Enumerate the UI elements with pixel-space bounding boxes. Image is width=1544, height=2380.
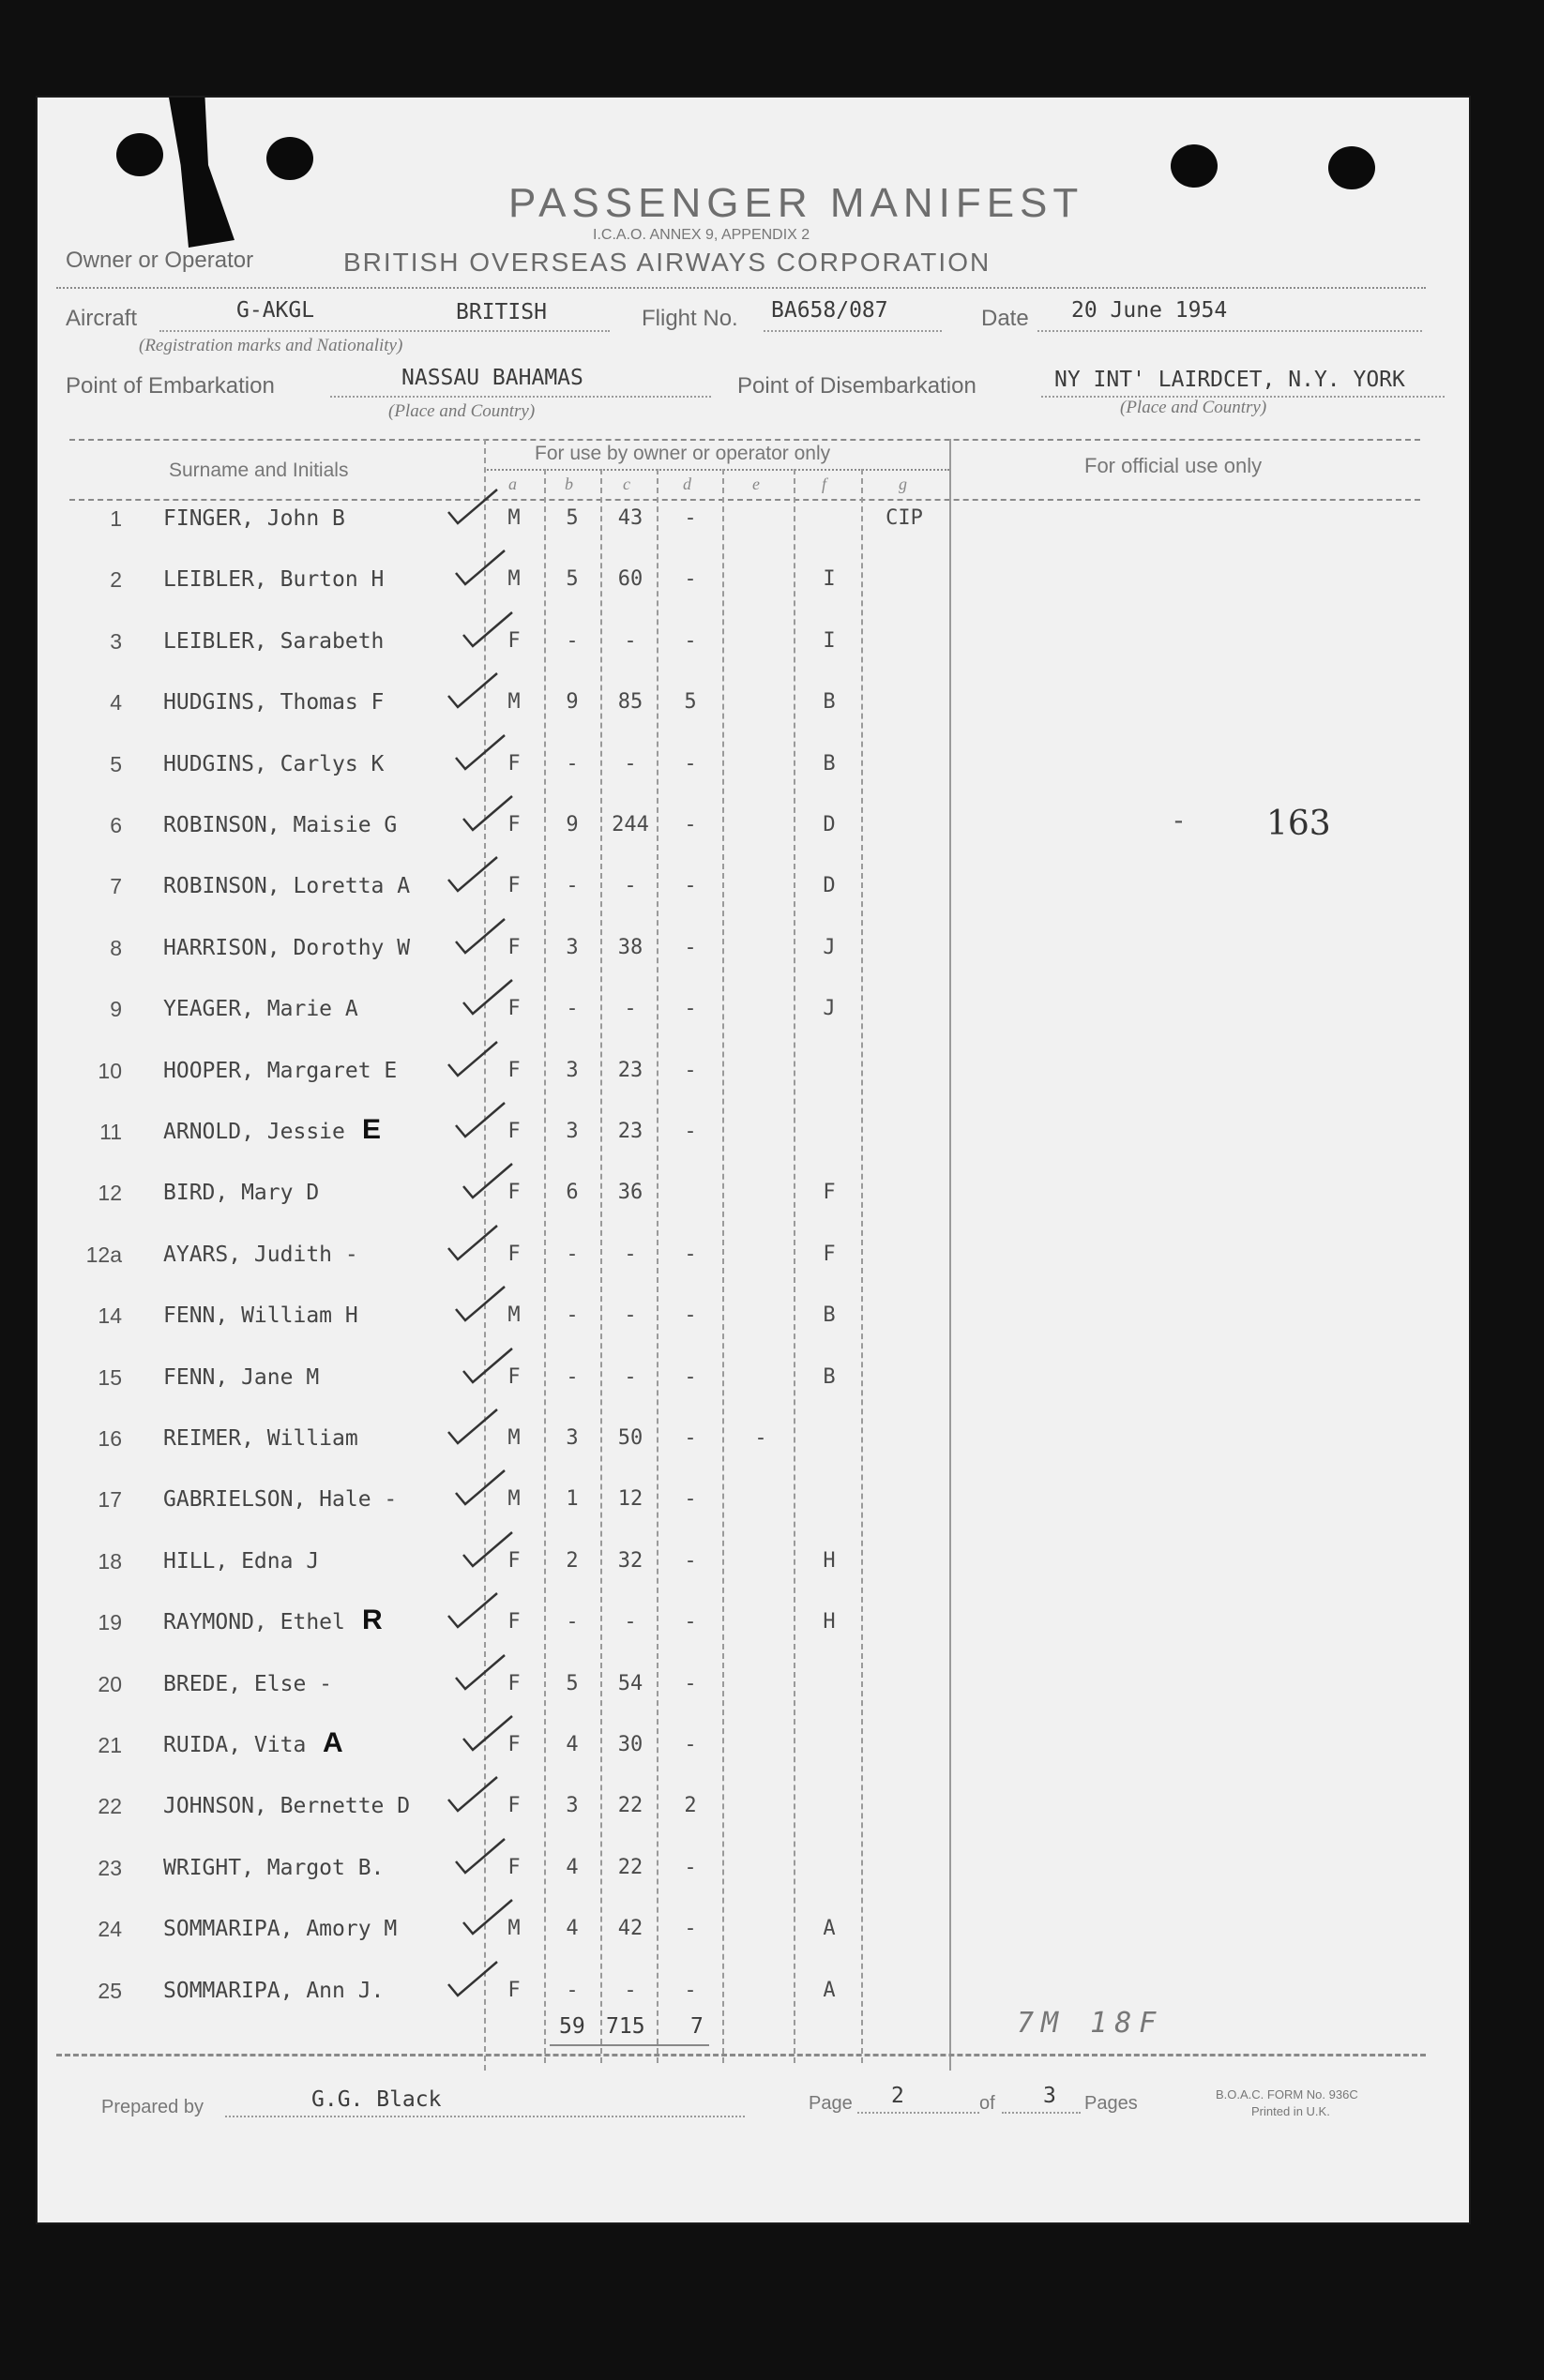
cell-b: - <box>566 1303 579 1327</box>
cell-b: 4 <box>566 1733 579 1756</box>
row-number: 2 <box>110 567 122 592</box>
cell-b: - <box>566 1979 579 2002</box>
cell-b: 3 <box>566 1426 579 1450</box>
header-bottom-line <box>69 499 1420 501</box>
page-title: PASSENGER MANIFEST <box>508 180 1084 226</box>
of-line <box>1002 2112 1081 2114</box>
cell-c: 36 <box>617 1181 643 1204</box>
col-header-surname: Surname and Initials <box>169 459 349 481</box>
col-header-owner-use: For use by owner or operator only <box>535 443 831 464</box>
subcolumn-header-c: c <box>623 474 630 493</box>
cell-c: 23 <box>617 1059 643 1082</box>
cell-b: - <box>566 1610 579 1634</box>
cell-b: 2 <box>566 1549 579 1573</box>
cell-b: 3 <box>566 936 579 959</box>
passenger-name: REIMER, William <box>163 1426 358 1451</box>
cell-d: - <box>684 567 697 591</box>
passenger-name: SOMMARIPA, Ann J. <box>163 1979 385 2003</box>
cell-a: F <box>507 1672 521 1695</box>
cell-c: 54 <box>617 1672 643 1695</box>
row-number: 25 <box>98 1979 122 2003</box>
passenger-name: RUIDA, Vita <box>163 1733 307 1757</box>
cell-f: H <box>823 1549 836 1573</box>
passenger-name: BREDE, Else - <box>163 1672 333 1696</box>
aircraft-registration: G-AKGL <box>236 298 315 323</box>
cell-d: - <box>684 1917 697 1940</box>
passenger-name: ARNOLD, Jessie <box>163 1120 345 1144</box>
prepared-by: G.G. Black <box>311 2087 442 2112</box>
form-number: B.O.A.C. FORM No. 936C <box>1216 2087 1358 2101</box>
passenger-name: FENN, Jane M <box>163 1365 320 1390</box>
cell-d: - <box>684 1243 697 1266</box>
row-number: 5 <box>110 752 122 776</box>
punch-hole <box>1171 144 1218 188</box>
row-number: 23 <box>98 1856 122 1880</box>
column-divider <box>861 469 863 2063</box>
row-number: 16 <box>98 1426 122 1451</box>
cell-b: 5 <box>566 567 579 591</box>
cell-d: - <box>684 1426 697 1450</box>
column-divider <box>949 439 951 2071</box>
handwritten-initial: A <box>323 1727 343 1758</box>
cell-a: F <box>507 997 521 1020</box>
cell-a: M <box>507 1426 521 1450</box>
cell-c: 30 <box>617 1733 643 1756</box>
owner-label: Owner or Operator <box>66 248 254 273</box>
subcolumn-header-f: f <box>822 474 827 493</box>
page-total: 3 <box>1043 2084 1056 2108</box>
cell-d: - <box>684 1856 697 1879</box>
cell-a: M <box>507 506 521 530</box>
cell-a: M <box>507 1487 521 1511</box>
official-dash: - <box>1171 805 1187 836</box>
passenger-name: WRIGHT, Margot B. <box>163 1856 385 1880</box>
cell-c: 22 <box>617 1794 643 1817</box>
prepared-label: Prepared by <box>101 2097 204 2117</box>
cell-c: - <box>624 752 637 776</box>
passenger-name: LEIBLER, Burton H <box>163 567 385 592</box>
cell-a: F <box>507 936 521 959</box>
passenger-name: HOOPER, Margaret E <box>163 1059 398 1083</box>
cell-d: - <box>684 1733 697 1756</box>
cell-c: 43 <box>617 506 643 530</box>
cell-b: 1 <box>566 1487 579 1511</box>
cell-f: D <box>823 813 836 836</box>
cell-b: 4 <box>566 1917 579 1940</box>
cell-f: F <box>823 1243 836 1266</box>
cell-a: M <box>507 690 521 714</box>
cell-c: - <box>624 1979 637 2002</box>
subcolumn-header-e: e <box>752 474 760 493</box>
cell-c: 38 <box>617 936 643 959</box>
subcolumn-header-g: g <box>899 474 907 493</box>
total-c: 715 <box>606 2014 645 2039</box>
embarkation-line <box>330 396 711 398</box>
cell-a: F <box>507 752 521 776</box>
row-number: 18 <box>98 1549 122 1574</box>
table-bottom-border <box>56 2054 1426 2056</box>
cell-a: F <box>507 1181 521 1204</box>
passenger-name: HUDGINS, Thomas F <box>163 690 385 715</box>
date-line <box>1037 330 1422 332</box>
passenger-name: ROBINSON, Maisie G <box>163 813 398 837</box>
subcolumn-header-d: d <box>683 474 691 493</box>
aircraft-label: Aircraft <box>66 306 138 331</box>
col-header-official: For official use only <box>1084 454 1263 477</box>
cell-a: F <box>507 1243 521 1266</box>
total-b: 59 <box>559 2014 585 2039</box>
registration-note: (Registration marks and Nationality) <box>139 336 403 355</box>
handwritten-initial: E <box>362 1114 382 1145</box>
cell-c: 12 <box>617 1487 643 1511</box>
passenger-name: GABRIELSON, Hale - <box>163 1487 398 1512</box>
cell-d: - <box>684 1549 697 1573</box>
cell-f: F <box>823 1181 836 1204</box>
passenger-name: YEAGER, Marie A <box>163 997 358 1021</box>
cell-d: 5 <box>684 690 697 714</box>
cell-c: - <box>624 629 637 653</box>
cell-f: I <box>823 629 836 653</box>
cell-f: A <box>823 1917 836 1940</box>
embarkation-note: (Place and Country) <box>388 401 536 421</box>
cell-a: F <box>507 1610 521 1634</box>
cell-c: - <box>624 1610 637 1634</box>
cell-a: M <box>507 1303 521 1327</box>
cell-f: H <box>823 1610 836 1634</box>
cell-d: - <box>684 1303 697 1327</box>
cell-f: I <box>823 567 836 591</box>
cell-a: F <box>507 1733 521 1756</box>
cell-d: - <box>684 813 697 836</box>
row-number: 9 <box>110 997 122 1021</box>
cell-b: - <box>566 874 579 897</box>
cell-c: - <box>624 997 637 1020</box>
cell-d: - <box>684 936 697 959</box>
cell-d: - <box>684 629 697 653</box>
table-top-border <box>69 439 1420 441</box>
passenger-name: HARRISON, Dorothy W <box>163 936 411 960</box>
row-number: 20 <box>98 1672 122 1696</box>
cell-d: - <box>684 1365 697 1389</box>
row-number: 21 <box>98 1733 122 1757</box>
cell-f: A <box>823 1979 836 2002</box>
cell-e: - <box>754 1426 767 1450</box>
embarkation-label: Point of Embarkation <box>66 373 275 399</box>
printed-note: Printed in U.K. <box>1251 2104 1330 2118</box>
cell-d: - <box>684 874 697 897</box>
date-value: 20 June 1954 <box>1071 298 1228 323</box>
cell-a: F <box>507 1549 521 1573</box>
cell-f: B <box>823 752 836 776</box>
punch-hole <box>266 137 313 180</box>
column-divider <box>722 469 724 2063</box>
cell-a: F <box>507 1365 521 1389</box>
cell-a: F <box>507 1794 521 1817</box>
cell-b: - <box>566 752 579 776</box>
row-number: 7 <box>110 874 122 898</box>
passenger-name: FENN, William H <box>163 1303 358 1328</box>
cell-d: - <box>684 1059 697 1082</box>
subheader-line <box>484 469 949 471</box>
aircraft-line <box>159 330 610 332</box>
flight-label: Flight No. <box>642 306 738 331</box>
passenger-name: HILL, Edna J <box>163 1549 320 1574</box>
cell-f: B <box>823 1365 836 1389</box>
owner-value: BRITISH OVERSEAS AIRWAYS CORPORATION <box>343 248 991 277</box>
cell-c: 32 <box>617 1549 643 1573</box>
cell-d: 2 <box>684 1794 697 1817</box>
flight-number: BA658/087 <box>771 298 888 323</box>
cell-c: 23 <box>617 1120 643 1143</box>
pages-label: Pages <box>1084 2093 1138 2114</box>
cell-a: F <box>507 813 521 836</box>
row-number: 1 <box>110 506 122 531</box>
cell-b: 9 <box>566 813 579 836</box>
passenger-name: LEIBLER, Sarabeth <box>163 629 385 654</box>
cell-a: F <box>507 1120 521 1143</box>
passenger-name: SOMMARIPA, Amory M <box>163 1917 398 1941</box>
passenger-name: RAYMOND, Ethel <box>163 1610 345 1634</box>
cell-f: J <box>823 936 836 959</box>
flight-line <box>764 330 942 332</box>
totals-underline-hand <box>550 2044 709 2046</box>
prepared-line <box>225 2116 745 2117</box>
cell-a: F <box>507 1856 521 1879</box>
cell-f: B <box>823 1303 836 1327</box>
cell-a: M <box>507 1917 521 1940</box>
cell-b: 3 <box>566 1794 579 1817</box>
row-number: 14 <box>98 1303 122 1328</box>
punch-hole <box>116 133 163 176</box>
cell-b: 5 <box>566 1672 579 1695</box>
punch-hole <box>1328 146 1375 189</box>
cell-d: - <box>684 1120 697 1143</box>
row-number: 3 <box>110 629 122 654</box>
row-number: 19 <box>98 1610 122 1634</box>
row-number: 24 <box>98 1917 122 1941</box>
cell-c: - <box>624 1365 637 1389</box>
cell-c: 42 <box>617 1917 643 1940</box>
page-number: 2 <box>891 2084 904 2108</box>
row-number: 4 <box>110 690 122 715</box>
cell-d: - <box>684 1979 697 2002</box>
cell-d: - <box>684 506 697 530</box>
passenger-name: AYARS, Judith - <box>163 1243 358 1267</box>
passenger-name: HUDGINS, Carlys K <box>163 752 385 776</box>
total-d: 7 <box>690 2014 704 2039</box>
cell-c: 60 <box>617 567 643 591</box>
aircraft-nationality: BRITISH <box>456 300 547 324</box>
cell-b: 3 <box>566 1120 579 1143</box>
cell-c: 244 <box>612 813 649 836</box>
cell-f: D <box>823 874 836 897</box>
passenger-name: JOHNSON, Bernette D <box>163 1794 411 1818</box>
cell-b: - <box>566 1243 579 1266</box>
page-label: Page <box>809 2093 853 2114</box>
cell-d: - <box>684 1672 697 1695</box>
cell-a: F <box>507 1059 521 1082</box>
cell-a: F <box>507 1979 521 2002</box>
disembarkation-value: NY INT' LAIRDCET, N.Y. YORK <box>1054 368 1405 392</box>
cell-c: 50 <box>617 1426 643 1450</box>
cell-a: F <box>507 629 521 653</box>
cell-b: 5 <box>566 506 579 530</box>
cell-a: M <box>507 567 521 591</box>
cell-c: 22 <box>617 1856 643 1879</box>
column-divider <box>794 469 795 2063</box>
cell-d: - <box>684 1610 697 1634</box>
divider <box>56 287 1426 289</box>
row-number: 17 <box>98 1487 122 1512</box>
subcolumn-header-a: a <box>508 474 517 493</box>
cell-f: B <box>823 690 836 714</box>
embarkation-value: NASSAU BAHAMAS <box>401 366 583 390</box>
row-number: 12a <box>85 1243 122 1267</box>
cell-b: - <box>566 1365 579 1389</box>
cell-b: 3 <box>566 1059 579 1082</box>
subcolumn-header-b: b <box>565 474 573 493</box>
cell-b: - <box>566 997 579 1020</box>
date-label: Date <box>981 306 1029 331</box>
cell-d: - <box>684 752 697 776</box>
cell-d: - <box>684 997 697 1020</box>
cell-b: 4 <box>566 1856 579 1879</box>
official-count-handwritten: 7M 18F <box>1017 2007 1164 2040</box>
cell-f: J <box>823 997 836 1020</box>
cell-a: F <box>507 874 521 897</box>
page-line <box>857 2112 979 2114</box>
row-number: 10 <box>98 1059 122 1083</box>
passenger-name: FINGER, John B <box>163 506 345 531</box>
row-number: 15 <box>98 1365 122 1390</box>
cell-b: - <box>566 629 579 653</box>
passenger-name: ROBINSON, Loretta A <box>163 874 411 898</box>
of-label: of <box>979 2093 995 2114</box>
disembarkation-label: Point of Disembarkation <box>737 373 976 399</box>
passenger-name: BIRD, Mary D <box>163 1181 320 1205</box>
handwritten-initial: R <box>362 1604 383 1635</box>
cell-c: - <box>624 1303 637 1327</box>
row-number: 12 <box>98 1181 122 1205</box>
official-number: 163 <box>1266 805 1331 843</box>
cell-c: 85 <box>617 690 643 714</box>
row-number: 6 <box>110 813 122 837</box>
cell-d: - <box>684 1487 697 1511</box>
disembarkation-note: (Place and Country) <box>1120 398 1267 417</box>
row-number: 11 <box>99 1120 122 1144</box>
cell-g: CIP <box>886 506 923 530</box>
cell-b: 9 <box>566 690 579 714</box>
row-number: 8 <box>110 936 122 960</box>
cell-c: - <box>624 874 637 897</box>
page-subtitle: I.C.A.O. ANNEX 9, APPENDIX 2 <box>593 227 810 243</box>
cell-b: 6 <box>566 1181 579 1204</box>
row-number: 22 <box>98 1794 122 1818</box>
cell-c: - <box>624 1243 637 1266</box>
